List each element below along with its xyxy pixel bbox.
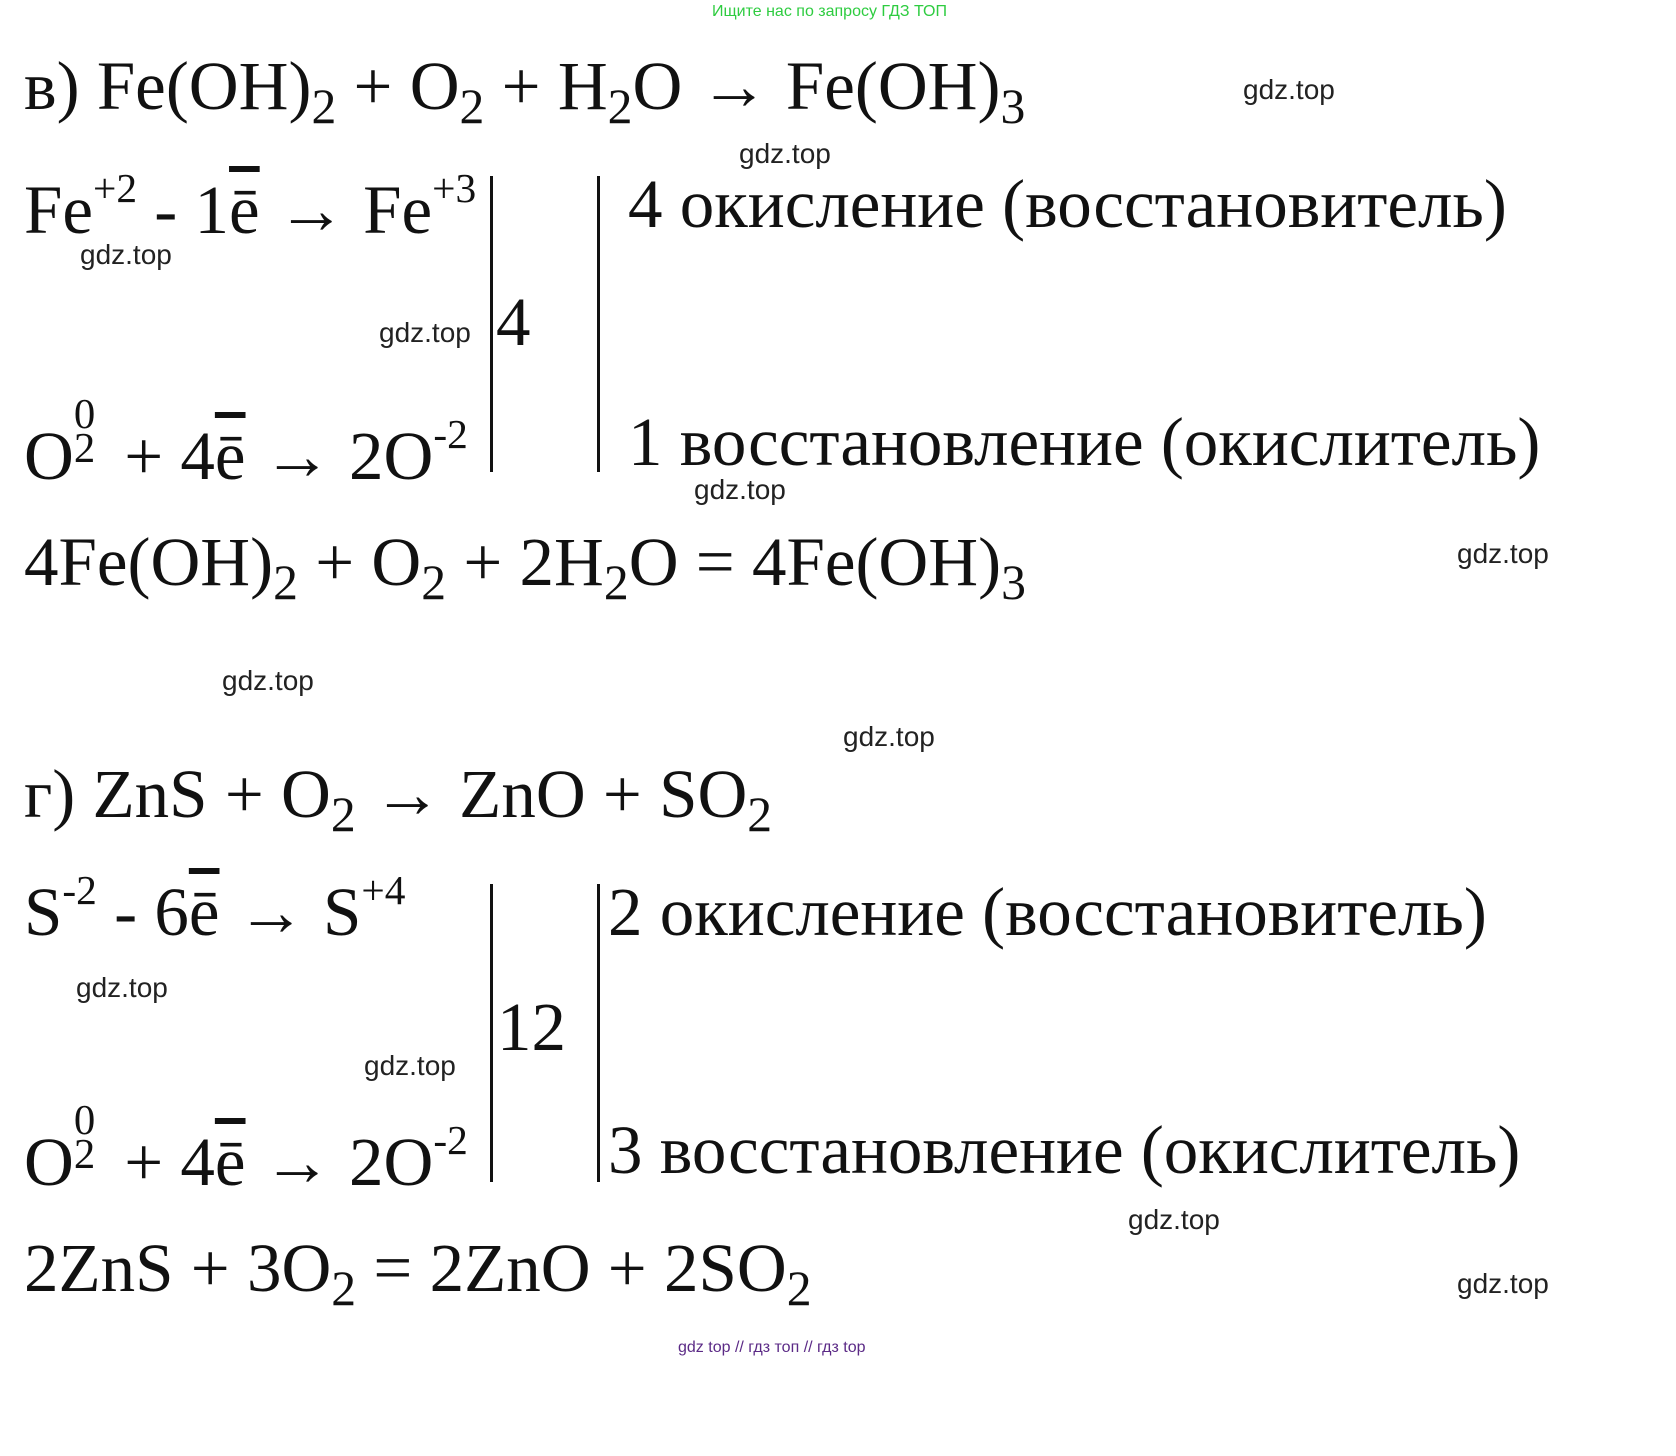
footer-link[interactable]: гдз top xyxy=(817,1339,866,1356)
watermark: gdz.top xyxy=(1457,1268,1549,1299)
half-reaction-v-1-result: 4 окисление (восстановитель) xyxy=(628,166,1507,242)
half-reaction-v-2: O 0 2 + $4\overline{ē} \to 2O^{-2}$ xyxy=(24,390,468,494)
top-search-note: Ищите нас по запросу ГДЗ ТОП xyxy=(712,3,947,20)
half-reaction-g-1-result: 2 окисление (восстановитель) xyxy=(608,874,1487,950)
watermark: gdz.top xyxy=(222,665,314,696)
watermark: gdz.top xyxy=(379,317,471,348)
divider-v-left xyxy=(490,176,493,472)
balanced-equation-v: $4Fe(OH)_2 + O_2 + 2H_2O = 4Fe(OH)_3$ xyxy=(24,524,1026,610)
balanced-equation-g: $2ZnS + 3O_2 = 2ZnO + 2SO_2$ xyxy=(24,1230,812,1316)
equation-v: в) $Fe(OH)_2 + O_2 + H_2O \to Fe(OH)_3$ xyxy=(24,48,1026,134)
watermark: gdz.top xyxy=(694,474,786,505)
half-reaction-g-2: O 0 2 + $4\overline{ē} \to 2O^{-2}$ xyxy=(24,1096,468,1200)
watermark: gdz.top xyxy=(80,239,172,270)
watermark: gdz.top xyxy=(739,138,831,169)
equation-g: г) ZnS + $O_2$ → ZnO + $SO_2$ xyxy=(24,756,773,842)
footer-link[interactable]: gdz top xyxy=(678,1339,731,1356)
watermark: gdz.top xyxy=(843,721,935,752)
divider-g-left xyxy=(490,884,493,1182)
footer-link[interactable]: гдз топ xyxy=(748,1339,800,1356)
half-reaction-g-2-result: 3 восстановление (окислитель) xyxy=(608,1112,1521,1188)
watermark: gdz.top xyxy=(1243,74,1335,105)
watermark: gdz.top xyxy=(1457,538,1549,569)
lcm-v: 4 xyxy=(496,284,531,360)
divider-g-right xyxy=(597,884,600,1182)
watermark: gdz.top xyxy=(364,1050,456,1081)
half-reaction-g-1: $S^{-2} - 6\overline{ē} \to S^{+4}$ xyxy=(24,866,406,950)
lcm-g: 12 xyxy=(497,989,566,1065)
divider-v-right xyxy=(597,176,600,472)
half-reaction-v-1: $Fe^{+2} - 1\overline{ē} \to Fe^{+3}$ xyxy=(24,164,477,248)
half-reaction-v-2-result: 1 восстановление (окислитель) xyxy=(628,404,1541,480)
watermark: gdz.top xyxy=(76,972,168,1003)
footer-links: gdz top // гдз топ // гдз top xyxy=(678,1339,866,1356)
watermark: gdz.top xyxy=(1128,1204,1220,1235)
